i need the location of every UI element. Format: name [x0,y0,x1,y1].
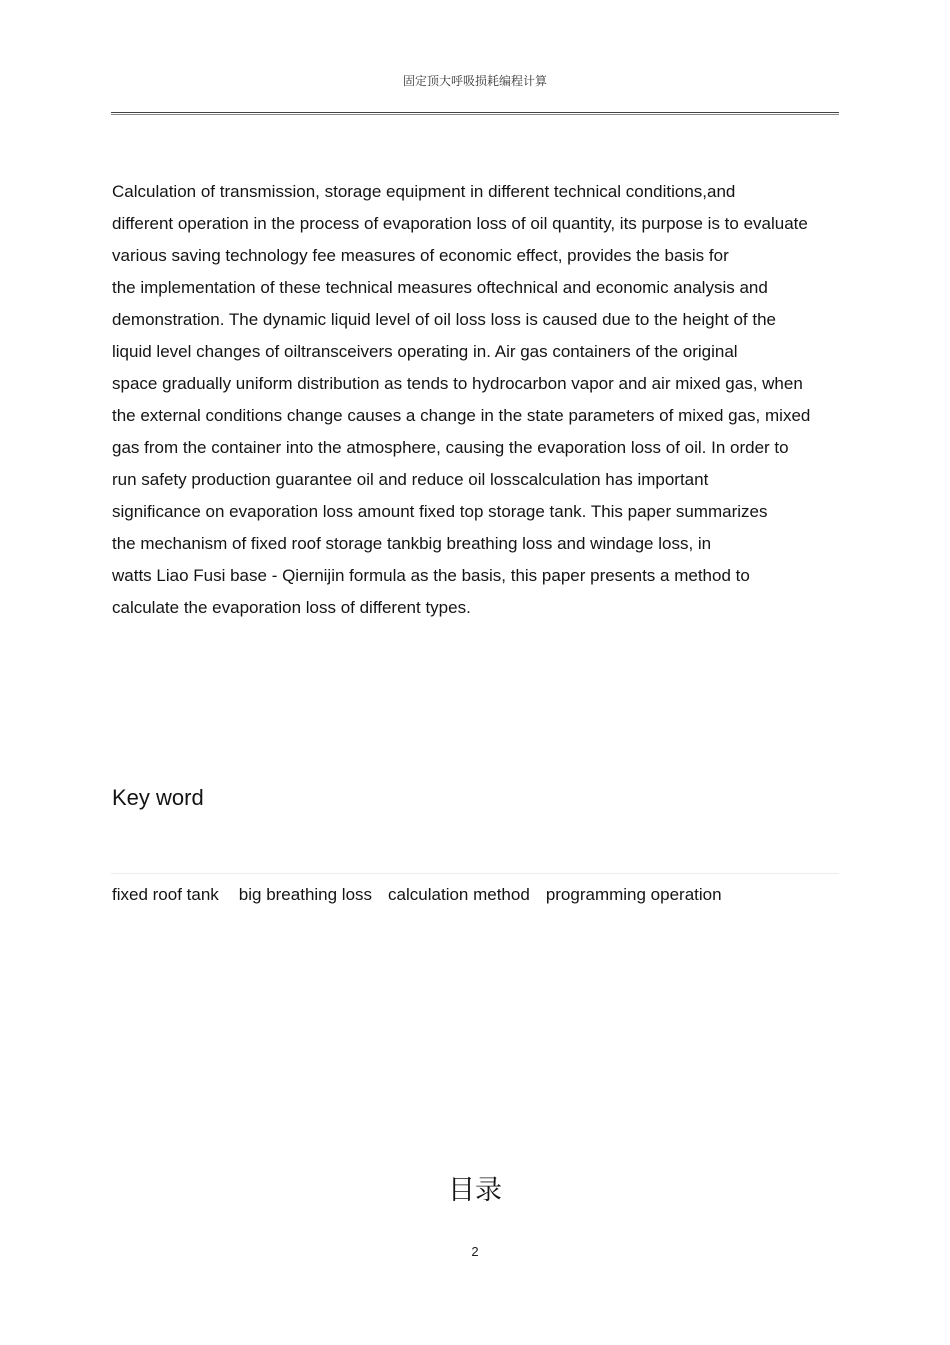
keyword-item: programming operation [545,885,722,904]
page-header-title: 固定顶大呼吸损耗编程计算 [402,74,547,88]
abstract-line: liquid level changes of oiltransceivers operating in. Air gas containers of the original [112,342,738,361]
page-number: 2 [471,1244,479,1259]
abstract-line: gas from the container into the atmosphere, causing the evaporation loss of oil. In order to [112,438,789,457]
abstract-line: the implementation of these technical measures oftechnical and economic analysis and [112,278,768,297]
abstract-line: significance on evaporation loss amount fixed top storage tank. This paper summarizes [112,502,768,521]
abstract-line: space gradually uniform distribution as tends to hydrocarbon vapor and air mixed gas, when [112,374,803,393]
keyword-item: fixed roof tank [112,885,219,904]
toc-heading: 目录 [448,1175,502,1206]
abstract-line: calculate the evaporation loss of different types. [112,598,471,617]
abstract-line: the mechanism of fixed roof storage tankbig breathing loss and windage loss, in [112,534,712,553]
keyword-list [112,883,722,907]
keyword-divider [111,873,839,874]
header-divider [111,112,839,115]
abstract-line: Calculation of transmission, storage equipment in different technical conditions,and [112,182,736,201]
keyword-item: big breathing loss [238,885,373,904]
keyword-item: calculation method [388,885,530,904]
keyword-heading: Key word [112,785,204,810]
abstract-line: watts Liao Fusi base - Qiernijin formula as the basis, this paper presents a method to [112,566,750,585]
abstract-line: run safety production guarantee oil and reduce oil losscalculation has important [112,470,709,489]
abstract-body [112,176,852,624]
abstract-line: demonstration. The dynamic liquid level of oil loss loss is caused due to the height of the [112,310,777,329]
abstract-line: different operation in the process of evaporation loss of oil quantity, its purpose is to evaluate [112,214,808,233]
abstract-line: the external conditions change causes a change in the state parameters of mixed gas, mixed [112,406,811,425]
abstract-line: various saving technology fee measures of economic effect, provides the basis for [112,246,729,265]
